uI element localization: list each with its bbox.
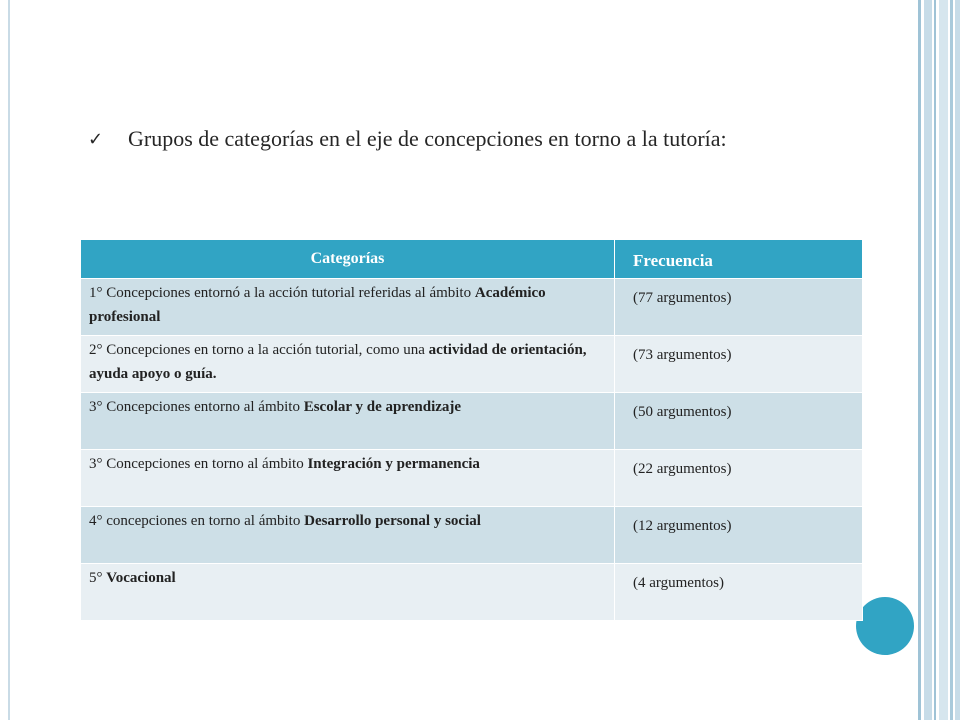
slide-heading — [88, 124, 828, 155]
frequency-cell: (12 argumentos) — [615, 507, 863, 564]
table-row — [81, 336, 863, 393]
category-cell: 1° Concepciones entornó a la acción tutorial referidas al ámbito Académico profesional — [81, 279, 615, 336]
category-cell: 2° Concepciones en torno a la acción tutorial, como una actividad de orientación, ayuda apoyo o guía. — [81, 336, 615, 393]
category-cell: 3° Concepciones entorno al ámbito Escolar y de aprendizaje — [81, 393, 615, 450]
slide-left-rule — [8, 0, 10, 720]
heading-text: Grupos de categorías en el eje de concepciones en torno a la tutoría: — [128, 126, 727, 151]
table-row — [81, 393, 863, 450]
frequency-cell: (22 argumentos) — [615, 450, 863, 507]
decorative-circle — [856, 597, 914, 655]
category-cell: 3° Concepciones en torno al ámbito Integración y permanencia — [81, 450, 615, 507]
slide-right-bands — [918, 0, 960, 720]
table-row — [81, 279, 863, 336]
table-row — [81, 564, 863, 621]
category-cell: 4° concepciones en torno al ámbito Desarrollo personal y social — [81, 507, 615, 564]
frequency-cell: (77 argumentos) — [615, 279, 863, 336]
frequency-cell: (4 argumentos) — [615, 564, 863, 621]
table-row — [81, 450, 863, 507]
category-cell: 5° Vocacional — [81, 564, 615, 621]
table-row — [81, 507, 863, 564]
column-header-frecuencia: Frecuencia — [615, 240, 863, 279]
categories-table — [80, 239, 863, 621]
frequency-cell: (50 argumentos) — [615, 393, 863, 450]
checkmark-icon: ✓ — [88, 129, 104, 150]
frequency-cell: (73 argumentos) — [615, 336, 863, 393]
column-header-categorias: Categorías — [81, 240, 615, 279]
